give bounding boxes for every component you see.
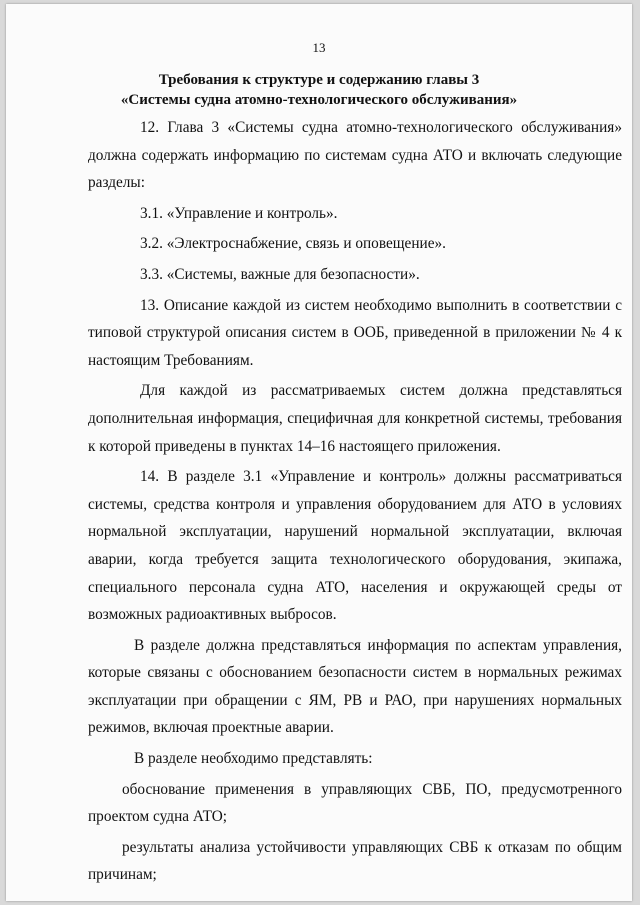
paragraph-13: 13. Описание каждой из систем необходимо выполнить в соответствии с типовой структурой описания систем в ООБ, приведенной в приложении № 4 к настоящим Требованиям. [88, 296, 622, 369]
section-heading [86, 70, 552, 110]
list-item-3-2: 3.2. «Электроснабжение, связь и оповещение». [140, 235, 446, 253]
paragraph-12: 12. Глава 3 «Системы судна атомно-технологического обслуживания» должна содержать информацию по системам судна АТО и включать следующие разделы: [88, 119, 622, 192]
paragraph-additional-info: Для каждой из рассматриваемых систем должна представляться дополнительная информация, специфичная для конкретной системы, требования к которой приведены в пунктах 14–16 настоящего приложения. [88, 382, 622, 455]
document-body [88, 114, 622, 889]
list-item-analysis-results: результаты анализа устойчивости управляющих СВБ к отказам по общим причинам; [88, 838, 622, 884]
list-item-3-1: 3.1. «Управление и контроль». [140, 204, 338, 222]
paragraph-section-requirements: В разделе необходимо представлять: [134, 750, 373, 768]
document-page [6, 4, 632, 901]
paragraph-section-info: В разделе должна представляться информация по аспектам управления, которые связаны с обоснованием безопасности систем в нормальных режимах эксплуатации при обращении с ЯМ, РВ и РАО, при нарушениях нормальных режимов, включая проектные аварии. [88, 636, 622, 737]
page-number: 13 [312, 40, 326, 55]
heading-line-1: Требования к структуре и содержанию главы 3 [158, 72, 480, 88]
paragraph-14: 14. В разделе 3.1 «Управление и контроль» должны рассматриваться системы, средства контроля и управления оборудованием для АТО в условиях нормальной эксплуатации, нарушений нормальной эксплуатации, включая аварии, когда требуется защита технологического оборудования, экипажа, специального персонала судна АТО, населения и окружающей среды от возможных радиоактивных выбросов. [88, 468, 622, 624]
list-item-justification: обоснование применения в управляющих СВБ, ПО, предусмотренного проектом судна АТО; [88, 780, 622, 826]
list-item-3-3: 3.3. «Системы, важные для безопасности». [140, 265, 420, 283]
heading-line-2: «Системы судна атомно-технологического обслуживания» [120, 92, 518, 108]
